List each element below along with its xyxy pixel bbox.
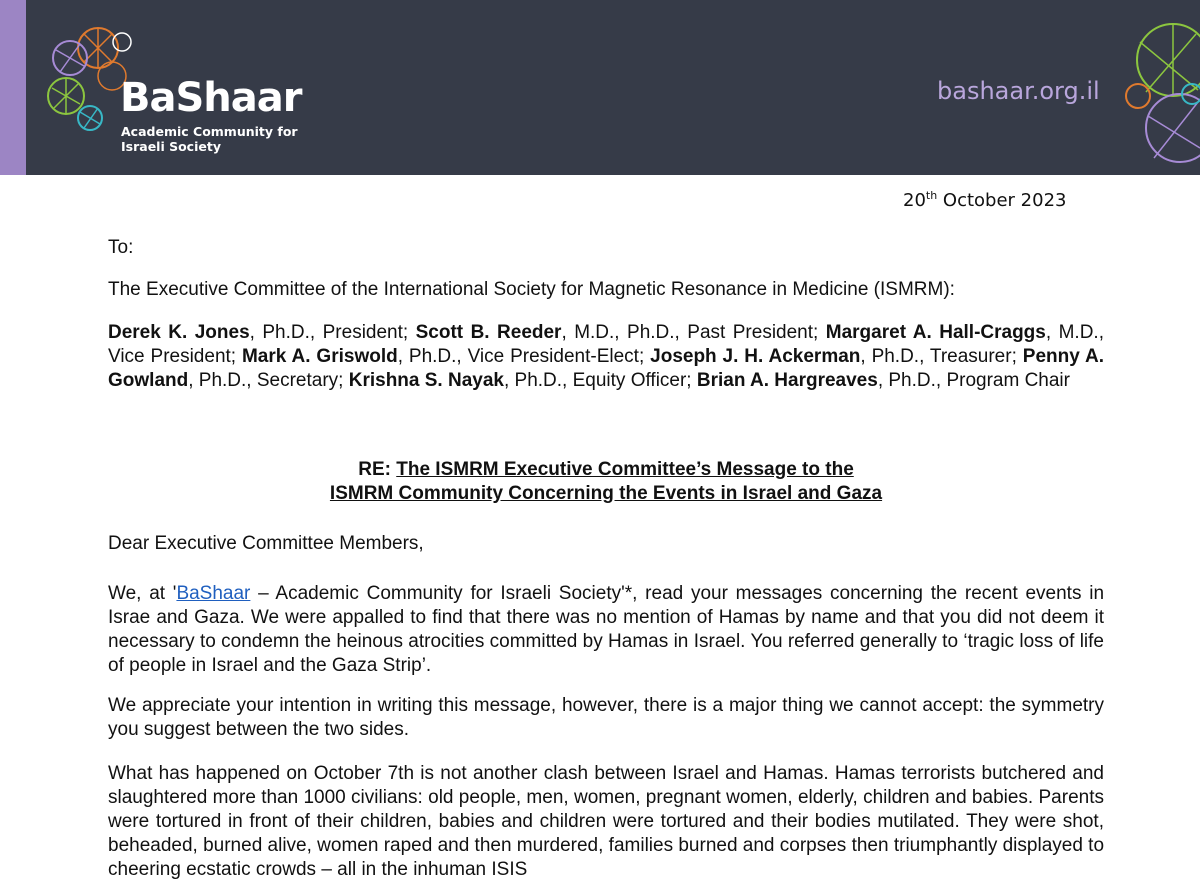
member-role: , Ph.D., Secretary; [188,370,349,391]
subject-title-part1: The ISMRM Executive Committee’s Message to the [396,459,854,480]
to-label: To: [108,237,134,258]
date-ordinal-suffix: th [925,189,938,202]
member-name: Margaret A. Hall-Craggs [825,322,1046,343]
para1-rest: – Academic Community for Israeli Society'*, read your messages concerning the recent events in Israe and Gaza. We were appalled to find that there was no mention of Hamas by name and that you did not deem it necessary to condemn the heinous atrocities committed by Hamas in Israel. You referred generally to ‘tragic loss of life of people in Israel and the Gaza Strip’. [108,583,1105,676]
member-name: Joseph J. H. Ackerman [650,346,861,367]
member-role: , M.D., Ph.D., Past President; [561,322,826,343]
subject-title-part2: ISMRM Community Concerning the Events in Israel and Gaza [329,483,883,504]
member-name: Krishna S. Nayak [348,370,504,391]
subject-line-1 [108,458,1104,482]
brand-tagline-line1: Academic Community for [121,124,298,139]
brand-tagline-line2: Israeli Society [121,139,221,154]
member-name: Derek K. Jones [108,322,250,343]
salutation: Dear Executive Committee Members, [108,533,424,554]
member-role: , Ph.D., Treasurer; [860,346,1023,367]
letter-date [903,190,1067,211]
member-name: Mark A. Griswold [241,346,398,367]
recipient-committee: The Executive Committee of the International Society for Magnetic Resonance in Medicine (ISMRM): [108,279,955,300]
member-name: Scott B. Reeder [415,322,562,343]
member-role: , Ph.D., Equity Officer; [503,370,697,391]
member-role: , Ph.D., Vice President-Elect; [397,346,651,367]
para1-lead: We, at ' [108,583,177,604]
member-name: Penny A. Gowland [108,346,1104,391]
date-day: 20 [903,190,926,211]
committee-members [108,321,1104,393]
subject-line [108,458,1104,506]
letterhead-banner [0,0,1200,175]
member-role: , Ph.D., President; [249,322,416,343]
body-paragraph-1 [108,582,1104,678]
decorative-circles-icon [1118,20,1200,170]
member-role: , M.D., Vice President; [108,322,1104,367]
bashaar-link[interactable]: BaShaar [176,583,251,604]
member-name: Brian A. Hargreaves [696,370,878,391]
member-role: , Ph.D., Program Chair [877,370,1070,391]
brand-tagline [121,124,341,154]
date-month-year: October 2023 [937,190,1067,211]
accent-strip [0,0,26,175]
website-url: bashaar.org.il [937,77,1100,105]
brand-name: BaShaar [120,75,302,121]
body-paragraph-2: We appreciate your intention in writing this message, however, there is a major thing we cannot accept: the symmetry you suggest between the two sides. [108,695,1104,740]
body-paragraph-3: What has happened on October 7th is not another clash between Israel and Hamas. Hamas terrorists butchered and slaughtered more than 1000 civilians: old people, men, women, pregnant women, elderly, children and babies. Parents were tortured in front of their children, babies and children were tortured and their bodies mutilated. They were shot, beheaded, burned alive, women raped and then murdered, families burned and corpses then triumphantly displayed to cheering ecstatic crowds – all in the inhuman ISIS [108,763,1105,880]
subject-prefix: RE: [358,459,397,480]
